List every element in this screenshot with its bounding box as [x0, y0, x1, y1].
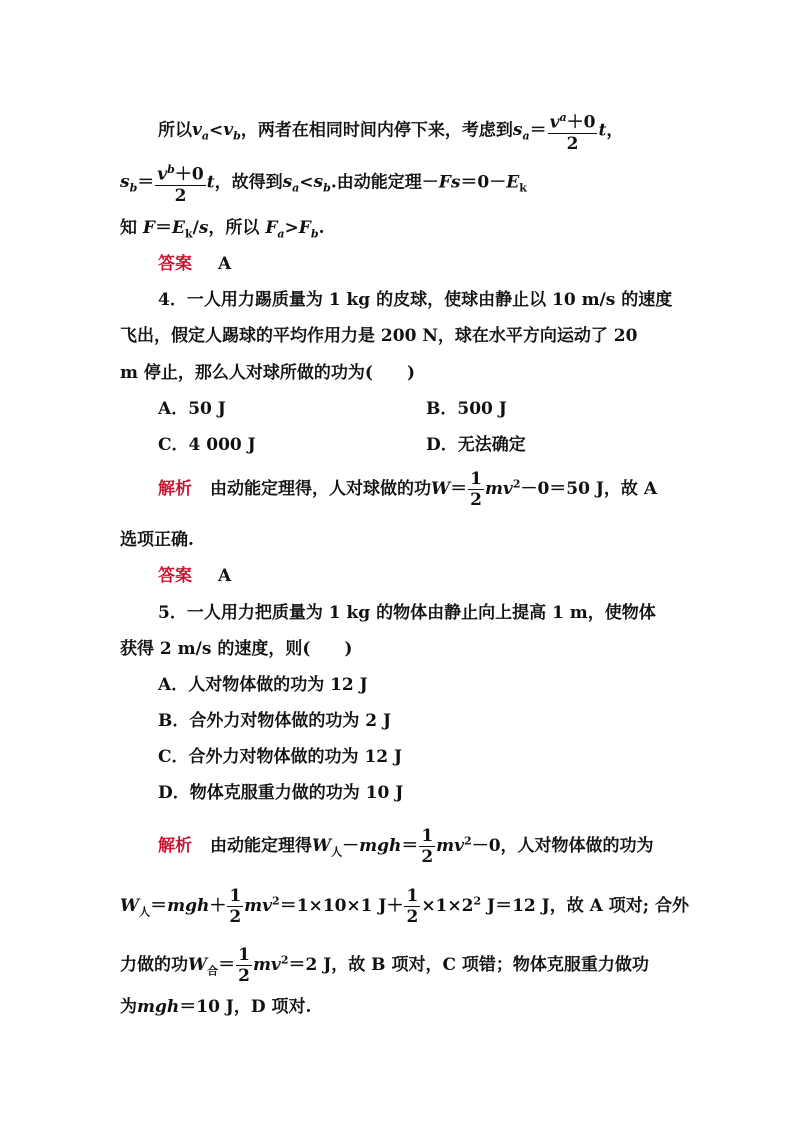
- q4-text-3: [120, 361, 415, 385]
- text: 所以: [158, 120, 192, 141]
- q5-analysis-3: 力做的功$W_合=$ $\frac{1}{2}$ $mv^2=2$ J，故 B 项对，C 项错；物体克服重力做功: [120, 945, 649, 986]
- text: ): [344, 639, 353, 659]
- prev-line-1: 所以$v_a<v_b$，两者在相同时间内停下来，考虑到$s_a=$ $\frac{v^a+0}{2}$ t，: [158, 108, 623, 154]
- q5-analysis-4: 为mgh＝10 J，D 项对.: [120, 997, 312, 1017]
- text: ，所以: [208, 218, 260, 238]
- q4-analysis-2: 选项正确.: [120, 530, 194, 550]
- q4-option-d: D．无法确定: [426, 435, 526, 455]
- q5-option-a: A．人对物体做的功为 12 J: [158, 675, 368, 695]
- text: ，D 项对.: [233, 997, 312, 1017]
- text: m 停止，那么人对球所做的功为(: [120, 363, 373, 383]
- q4-text-2: 飞出，假定人踢球的平均作用力是 200 N，球在水平方向运动了 20: [120, 326, 638, 346]
- q4-text-1: 4．一人用力踢质量为 1 kg 的皮球，使球由静止以 10 m/s 的速度: [158, 290, 673, 310]
- text: ，故 A: [603, 479, 658, 499]
- text: ，故 A 项对; 合外: [549, 896, 689, 916]
- text: 知: [120, 218, 137, 238]
- answer-value: A: [218, 254, 232, 274]
- prev-line-2: $s_b=$ $\frac{v^b+0}{2}$ t，故得到$s_a<s_b$.由动能定理$-Fs=0-E_k$: [120, 160, 527, 206]
- analysis-label: 解析: [158, 836, 192, 856]
- answer-value: A: [218, 566, 232, 586]
- answer-label: 答案: [158, 254, 192, 274]
- prev-answer: [158, 252, 231, 276]
- text: 由动能定理得: [210, 836, 312, 856]
- q5-option-d: D．物体克服重力做的功为 10 J: [158, 783, 404, 803]
- q5-analysis-2: $W_人=mgh+$ $\frac{1}{2}$ $mv^2=1\times 10\times 1$ J＋ $\frac{1}{2}$ $\times 1\times 2^2$ J＝12 J，故 A 项对; 合外: [120, 886, 689, 927]
- text: ，故 B 项对，C 项错；物体克服重力做功: [331, 955, 649, 975]
- q4-option-b: B．500 J: [426, 399, 507, 419]
- text: 为: [120, 997, 137, 1017]
- text: .由动能定理－: [330, 172, 439, 193]
- q5-analysis-1: 解析 由动能定理得$W_人-mgh=$ $\frac{1}{2}$ $mv^2-0$，人对物体做的功为: [158, 826, 654, 867]
- text: 获得 2 m/s 的速度，则(: [120, 639, 311, 659]
- q5-option-b: B．合外力对物体做的功为 2 J: [158, 711, 392, 731]
- q5-option-c: C．合外力对物体做的功为 12 J: [158, 747, 403, 767]
- q4-option-c: C．4 000 J: [158, 435, 256, 455]
- q4-analysis-1: 解析 由动能定理得，人对球做的功W＝ $\frac{1}{2}$ $mv^2-0=50$ J，故 A: [158, 469, 658, 510]
- q4-option-a: A．50 J: [158, 399, 226, 419]
- text: ，故得到: [214, 172, 283, 193]
- analysis-label: 解析: [158, 479, 192, 499]
- answer-label: 答案: [158, 566, 192, 586]
- q5-text-2: [120, 637, 352, 661]
- text: ，两者在相同时间内停下来，考虑到: [240, 120, 513, 141]
- text: 由动能定理得，人对球做的功: [210, 479, 431, 499]
- prev-line-3: 知 $F=E_k/s$，所以 $F_a>F_b$.: [120, 218, 325, 241]
- text: ，人对物体做的功为: [500, 836, 654, 856]
- text: ): [406, 363, 415, 383]
- q4-answer: [158, 564, 231, 588]
- text: 力做的功: [120, 955, 188, 975]
- q5-text-1: 5．一人用力把质量为 1 kg 的物体由静止向上提高 1 m，使物体: [158, 603, 656, 623]
